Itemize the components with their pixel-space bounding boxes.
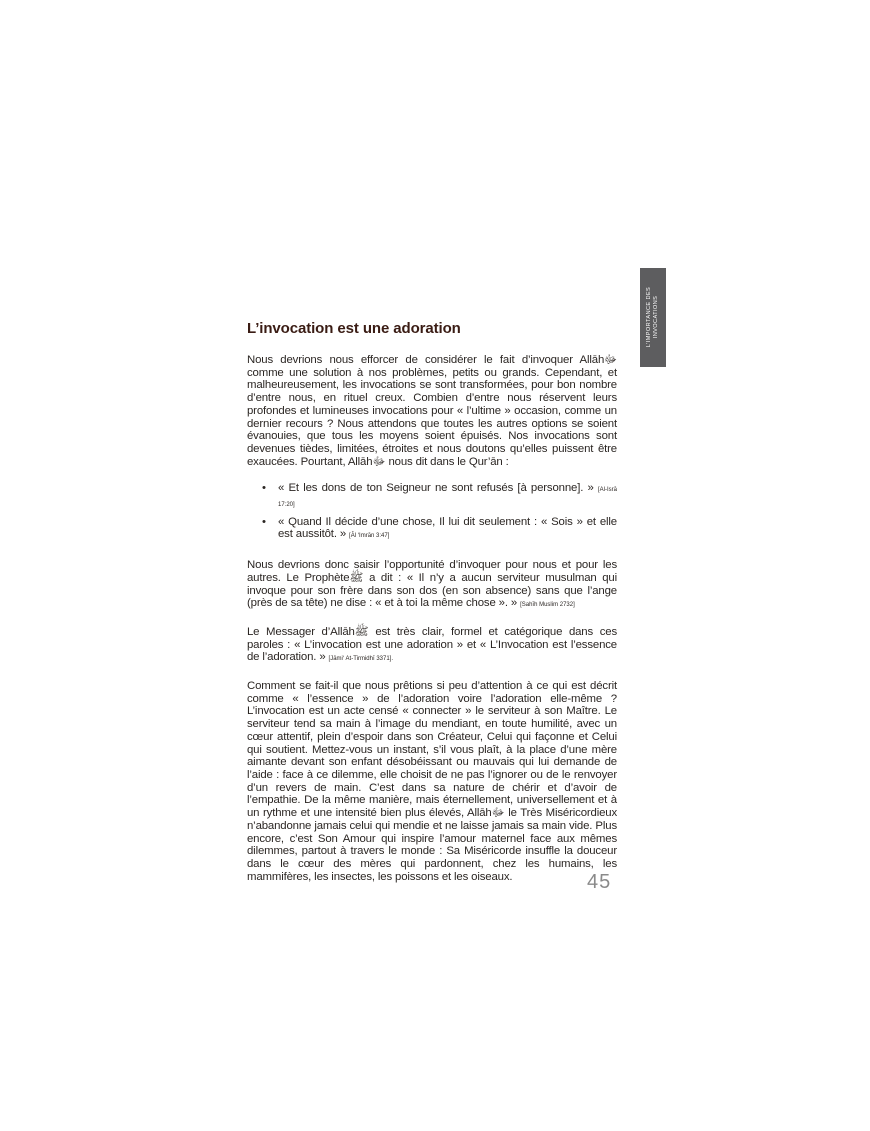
paragraph-text: Le Messager d’Allāhﷺ est très clair, formel et catégorique dans ces paroles : « L’invocation est une adoration » et « L’Invocation est l’essence de l’adoration. » bbox=[247, 625, 618, 664]
paragraph-messenger bbox=[247, 626, 617, 666]
quote-text: « Et les dons de ton Seigneur ne sont refusés [à personne]. » bbox=[278, 482, 594, 495]
page-content bbox=[247, 320, 617, 897]
hadith-reference: [Jāmi‘ At-Tirmidhī 3371]. bbox=[328, 656, 393, 663]
quote-reference: [Al-Isrā 17:20] bbox=[278, 487, 618, 509]
bullet-icon: • bbox=[262, 482, 266, 495]
quote-list bbox=[247, 482, 617, 543]
page-number: 45 bbox=[587, 871, 612, 893]
bullet-icon: • bbox=[262, 515, 266, 528]
quote-item bbox=[247, 516, 617, 543]
hadith-reference: [Sahīh Muslim 2732] bbox=[520, 602, 575, 609]
chapter-tab-label: L'IMPORTANCE DES INVOCATIONS bbox=[646, 286, 659, 348]
paragraph-opportunity bbox=[247, 559, 617, 612]
quote-text: « Quand Il décide d’une chose, Il lui dit seulement : « Sois » et elle est aussitôt. » bbox=[278, 515, 617, 541]
chapter-side-tab bbox=[640, 268, 666, 367]
quote-reference: [Āl ‘Imrān 3:47] bbox=[349, 533, 390, 540]
quote-item bbox=[247, 482, 617, 511]
section-heading: L’invocation est une adoration bbox=[247, 320, 461, 337]
paragraph-essence: Comment se fait-il que nous prêtions si peu d’attention à ce qui est décrit comme « l’essence » de l’adoration voire l’adoration elle-même ? L’invocation est un acte censé « connecter » le serviteur à son Maître. Le serviteur tend sa main à l’image du mendiant, en toute humilité, avec un cœur attentif, plein d’espoir dans son Créateur, Celui qui façonne et Celui qui soutient. Mettez-vous un instant, s’il vous plaît, à la place d’une mère aimante devant son enfant désobéissant ou mauvais qui lui demande de l’aide : face à ce dilemme, elle choisit de ne pas l’ignorer ou de le renvoyer d’un revers de main. C’est dans sa nature de chérir et d’avoir de l’empathie. De la même manière, mais éternellement, universellement et à un rythme et une intensité bien plus élevés, Allāhﷻ le Très Miséricordieux n’abandonne jamais celui qui mendie et ne laisse jamais sa main vide. Plus encore, c’est Son Amour qui inspire l’amour maternel face aux mêmes dilemmes, partout à travers le monde : Sa Miséricorde insuffle la douceur dans le cœur des mères qui pardonnent, chez les humains, les mammifères, les insectes, les poissons et les oiseaux. bbox=[247, 680, 617, 883]
paragraph-text: Nous devrions donc saisir l’opportunité d’invoquer pour nous et pour les autres. Le Prophèteﷺ a dit : « Il n’y a aucun serviteur musulman qui invoque pour son frère dans son dos (en son absence) sans que l’ange (près de sa tête) ne dise : « et à toi la même chose ». » bbox=[247, 559, 617, 610]
paragraph-intro: Nous devrions nous efforcer de considérer le fait d’invoquer Allāhﷻ comme une solution à nos problèmes, petits ou grands. Cependant, et malheureusement, les invocations se sont transformées, pour bon nombre d’entre nous, en rituel creux. Combien d’entre nous réservent leurs profondes et lumineuses invocations pour « l’ultime » occasion, comme un dernier recours ? Nous attendons que toutes les autres options se soient évanouies, que tous les moyens soient épuisés. Nos invocations sont devenues tièdes, limitées, étroites et nous doutons qu’elles puissent être exaucées. Pourtant, Allāhﷻ nous dit dans le Qur’ān : bbox=[247, 354, 617, 468]
